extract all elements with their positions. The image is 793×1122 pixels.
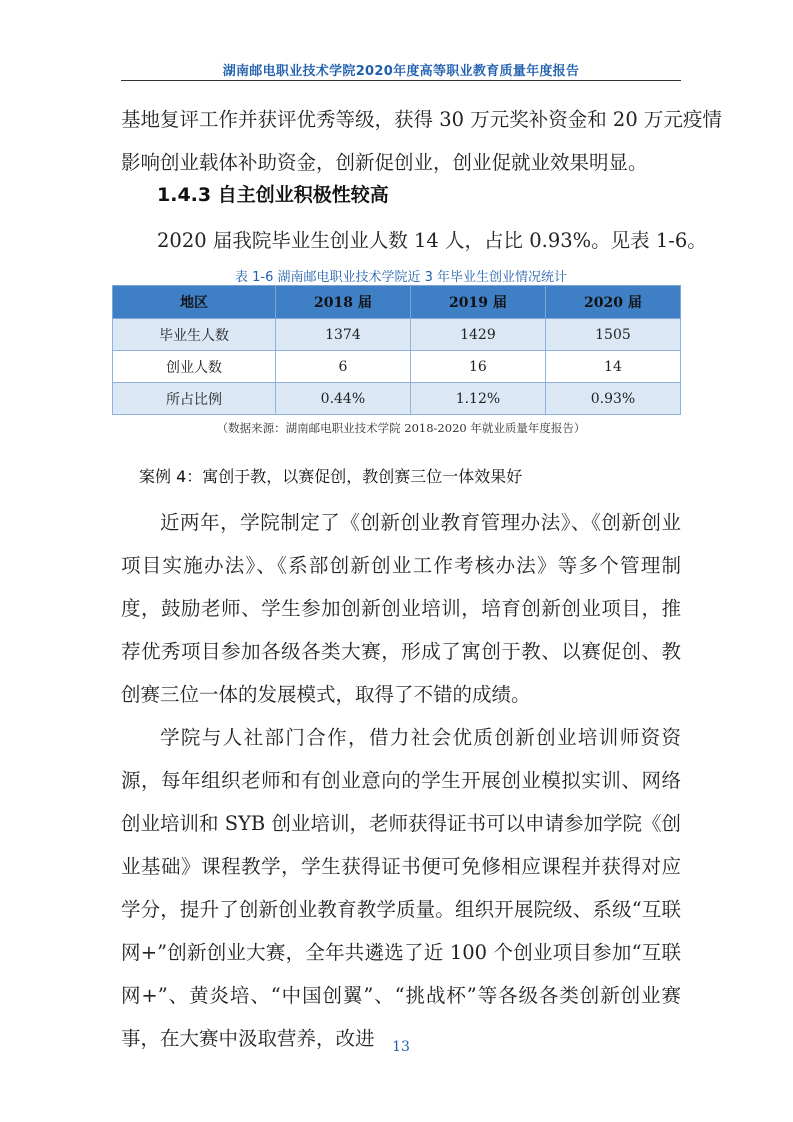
table-row xyxy=(113,351,681,383)
table-row xyxy=(113,383,681,415)
section-text: 2020 届我院毕业生创业人数 14 人，占比 0.93%。见表 1-6。 xyxy=(157,229,707,252)
case-paragraph-1: 近两年，学院制定了《创新创业教育管理办法》、《创新创业项目实施办法》、《系部创新创业工作考核办法》等多个管理制度，鼓励老师、学生参加创新创业培训，培育创新创业项目，推荐优秀项目参加各级各类大赛，形成了寓创于教、以赛促创、教创赛三位一体的发展模式，取得了不错的成绩。 xyxy=(121,511,681,706)
table-cell: 1429 xyxy=(410,319,545,351)
column-header-2020: 2020 届 xyxy=(545,286,680,319)
table-row xyxy=(113,319,681,351)
page-number: 13 xyxy=(392,1039,410,1055)
table-cell: 0.93% xyxy=(545,383,680,415)
column-header-2019: 2019 届 xyxy=(410,286,545,319)
table-header-row xyxy=(113,286,681,319)
table-source-note: （数据来源：湖南邮电职业技术学院 2018-2020 年就业质量年度报告） xyxy=(216,421,586,435)
table-cell: 1505 xyxy=(545,319,680,351)
header-divider xyxy=(121,80,681,81)
table-cell: 0.44% xyxy=(275,383,410,415)
row-label-entrepreneurs: 创业人数 xyxy=(113,351,276,383)
table-cell: 6 xyxy=(275,351,410,383)
table-cell: 1374 xyxy=(275,319,410,351)
intro-line-2: 影响创业载体补助资金，创新促创业，创业促就业效果明显。 xyxy=(121,151,648,174)
case-paragraph-2: 学院与人社部门合作，借力社会优质创新创业培训师资资源，每年组织老师和有创业意向的学生开展创业模拟实训、网络创业培训和 SYB 创业培训，老师获得证书可以申请参加学院《创业基础》课程教学，学生获得证书便可免修相应课程并获得对应学分，提升了创新创业教育教学质量。组织开展院级、系级“互联网+”创新创业大赛，全年共遴选了近 100 个创业项目参加“互联网+”、黄炎培、“中国创翼”、“挑战杯”等各级各类创新创业赛事，在大赛中汲取营养，改进 xyxy=(121,726,681,1050)
column-header-2018: 2018 届 xyxy=(275,286,410,319)
table-cell: 14 xyxy=(545,351,680,383)
section-heading: 1.4.3 自主创业积极性较高 xyxy=(157,184,389,206)
case-title: 案例 4：寓创于教，以赛促创，教创赛三位一体效果好 xyxy=(139,467,523,486)
row-label-ratio: 所占比例 xyxy=(113,383,276,415)
row-label-graduates: 毕业生人数 xyxy=(113,319,276,351)
table-caption: 表 1-6 湖南邮电职业技术学院近 3 年毕业生创业情况统计 xyxy=(234,270,568,285)
table-cell: 16 xyxy=(410,351,545,383)
intro-line-1: 基地复评工作并获评优秀等级，获得 30 万元奖补资金和 20 万元疫情 xyxy=(121,108,722,131)
table-cell: 1.12% xyxy=(410,383,545,415)
page-header-title: 湖南邮电职业技术学院2020年度高等职业教育质量年度报告 xyxy=(222,64,580,79)
entrepreneurship-table xyxy=(112,285,681,415)
column-header-region: 地区 xyxy=(113,286,276,319)
